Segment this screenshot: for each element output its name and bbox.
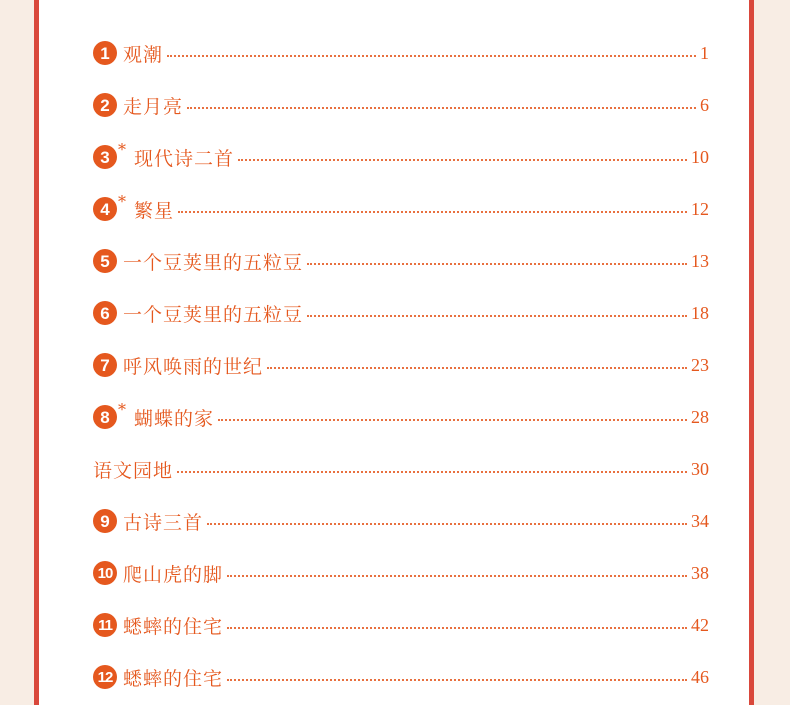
lesson-title: 走月亮 bbox=[123, 95, 184, 118]
dotted-leader bbox=[227, 679, 687, 681]
lesson-title: 蟋蟀的住宅 bbox=[123, 615, 224, 638]
lesson-title: 古诗三首 bbox=[123, 511, 204, 534]
toc-entry[interactable] bbox=[93, 547, 709, 599]
lesson-number-badge: 12 bbox=[93, 665, 117, 689]
optional-reading-mark: * bbox=[118, 140, 127, 159]
lesson-title: 繁星 bbox=[134, 199, 175, 222]
toc-entry[interactable] bbox=[93, 599, 709, 651]
toc-entry[interactable] bbox=[93, 391, 709, 443]
page-number: 28 bbox=[691, 406, 709, 427]
dotted-leader bbox=[218, 419, 687, 421]
lesson-number-badge: 9 bbox=[93, 509, 117, 533]
dotted-leader bbox=[307, 315, 687, 317]
lesson-number-badge: 3 bbox=[93, 145, 117, 169]
dotted-leader bbox=[177, 471, 687, 473]
lesson-number-badge: 4 bbox=[93, 197, 117, 221]
optional-reading-mark: * bbox=[118, 192, 127, 211]
page-frame bbox=[34, 0, 754, 705]
page-number: 34 bbox=[691, 510, 709, 531]
toc-entry[interactable] bbox=[93, 27, 709, 79]
dotted-leader bbox=[307, 263, 687, 265]
dotted-leader bbox=[167, 55, 696, 57]
dotted-leader bbox=[187, 107, 696, 109]
page-number: 12 bbox=[691, 198, 709, 219]
toc-entry[interactable] bbox=[93, 495, 709, 547]
toc-entry[interactable] bbox=[93, 339, 709, 391]
toc-entry[interactable] bbox=[93, 131, 709, 183]
lesson-title: 呼风唤雨的世纪 bbox=[123, 355, 264, 378]
lesson-number-badge: 6 bbox=[93, 301, 117, 325]
page-number: 6 bbox=[700, 94, 709, 115]
page-number: 1 bbox=[700, 42, 709, 63]
lesson-title: 现代诗二首 bbox=[134, 147, 235, 170]
dotted-leader bbox=[238, 159, 687, 161]
lesson-number-badge: 2 bbox=[93, 93, 117, 117]
table-of-contents bbox=[93, 27, 709, 703]
page-number: 23 bbox=[691, 354, 709, 375]
lesson-number-badge: 10 bbox=[93, 561, 117, 585]
toc-entry[interactable] bbox=[93, 183, 709, 235]
dotted-leader bbox=[207, 523, 687, 525]
optional-reading-mark: * bbox=[118, 400, 127, 419]
page-number: 18 bbox=[691, 302, 709, 323]
lesson-number-badge: 8 bbox=[93, 405, 117, 429]
section-title: 语文园地 bbox=[93, 459, 174, 482]
page-number: 30 bbox=[691, 458, 709, 479]
toc-entry[interactable] bbox=[93, 79, 709, 131]
lesson-number-badge: 11 bbox=[93, 613, 117, 637]
toc-entry[interactable] bbox=[93, 443, 709, 495]
page-number: 13 bbox=[691, 250, 709, 271]
page-number: 42 bbox=[691, 614, 709, 635]
lesson-number-badge: 5 bbox=[93, 249, 117, 273]
dotted-leader bbox=[227, 575, 687, 577]
lesson-title: 一个豆荚里的五粒豆 bbox=[123, 251, 304, 274]
lesson-number-badge: 1 bbox=[93, 41, 117, 65]
page-number: 46 bbox=[691, 666, 709, 687]
lesson-title: 蝴蝶的家 bbox=[134, 407, 215, 430]
dotted-leader bbox=[227, 627, 687, 629]
lesson-title: 蟋蟀的住宅 bbox=[123, 667, 224, 690]
toc-entry[interactable] bbox=[93, 651, 709, 703]
dotted-leader bbox=[267, 367, 687, 369]
lesson-title: 一个豆荚里的五粒豆 bbox=[123, 303, 304, 326]
toc-entry[interactable] bbox=[93, 235, 709, 287]
lesson-title: 观潮 bbox=[123, 43, 164, 66]
lesson-title: 爬山虎的脚 bbox=[123, 563, 224, 586]
dotted-leader bbox=[178, 211, 687, 213]
page-number: 10 bbox=[691, 146, 709, 167]
toc-entry[interactable] bbox=[93, 287, 709, 339]
lesson-number-badge: 7 bbox=[93, 353, 117, 377]
page-number: 38 bbox=[691, 562, 709, 583]
